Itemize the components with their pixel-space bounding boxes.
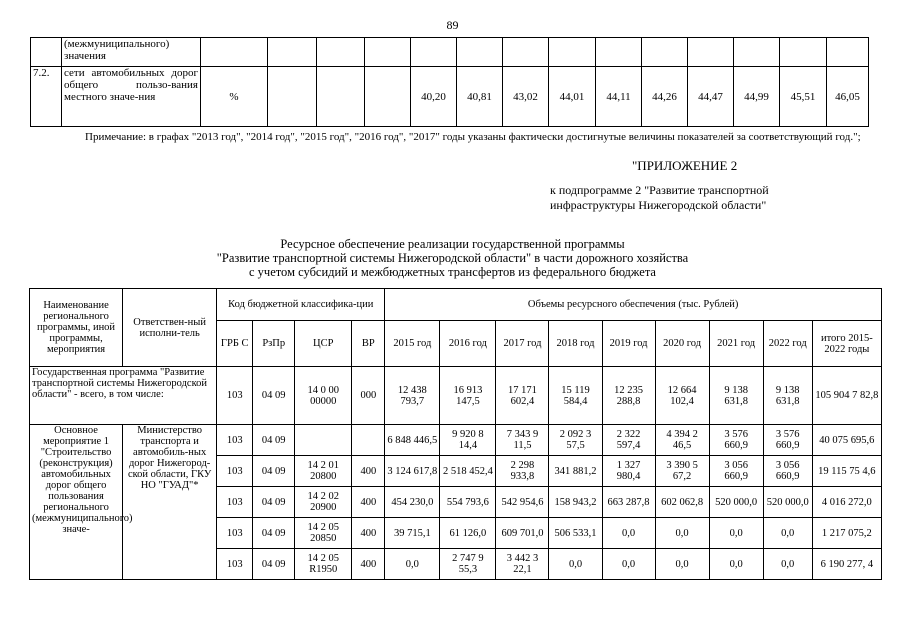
value-cell: 9 138 631,8	[709, 367, 763, 425]
main-event-responsible: Министерство транспорта и автомобиль-ных дорог Нижегород-ской области, ГКУ НО "ГУАД"*	[123, 425, 217, 580]
rzpr-cell: 04 09	[253, 425, 295, 456]
value-cell: 520 000,0	[709, 487, 763, 518]
header-year: 2021 год	[709, 321, 763, 367]
value-cell: 16 913 147,5	[440, 367, 496, 425]
header-year: 2019 год	[602, 321, 655, 367]
value-cell: 0,0	[709, 549, 763, 580]
csr-cell: 14 2 05 20850	[295, 518, 352, 549]
header-year: 2017 год	[496, 321, 549, 367]
value-cell: 0,0	[763, 518, 812, 549]
value-cell: 46,05	[827, 67, 869, 127]
value-cell: 9 920 8 14,4	[440, 425, 496, 456]
value-cell: 454 230,0	[385, 487, 440, 518]
value-cell: 0,0	[655, 518, 709, 549]
csr-cell: 14 2 05 R1950	[295, 549, 352, 580]
header-year: 2016 год	[440, 321, 496, 367]
value-cell: 1 327 980,4	[602, 456, 655, 487]
value-cell: 0,0	[549, 549, 602, 580]
value-cell: 2 747 9 55,3	[440, 549, 496, 580]
value-cell: 3 124 617,8	[385, 456, 440, 487]
grbs-cell: 103	[217, 367, 253, 425]
value-cell: 6 190 277, 4	[812, 549, 881, 580]
value-cell: 520 000,0	[763, 487, 812, 518]
value-cell: 3 056 660,9	[709, 456, 763, 487]
grbs-cell: 103	[217, 487, 253, 518]
heading-line: "Развитие транспортной системы Нижегородской области" в части дорожного хозяйства	[216, 251, 689, 265]
grbs-cell: 103	[217, 549, 253, 580]
vr-cell	[352, 425, 385, 456]
header-year: 2022 год	[763, 321, 812, 367]
page-number: 89	[446, 18, 459, 32]
value-cell: 506 533,1	[549, 518, 602, 549]
value-cell: 9 138 631,8	[763, 367, 812, 425]
value-cell: 158 943,2	[549, 487, 602, 518]
value-cell: 17 171 602,4	[496, 367, 549, 425]
value-cell: 12 235 288,8	[602, 367, 655, 425]
footnote: Примечание: в графах "2013 год", "2014 год", "2015 год", "2016 год", "2017" годы указаны фактически достигнутые величины показателей за соответствующий год.";	[85, 131, 861, 143]
vr-cell: 400	[352, 487, 385, 518]
value-cell: 19 115 75 4,6	[812, 456, 881, 487]
grbs-cell: 103	[217, 518, 253, 549]
grbs-cell: 103	[217, 425, 253, 456]
value-cell: 663 287,8	[602, 487, 655, 518]
header-vr: ВР	[352, 321, 385, 367]
value-cell: 1 217 075,2	[812, 518, 881, 549]
unit: %	[201, 67, 268, 127]
appendix-subtitle	[550, 183, 769, 213]
rzpr-cell: 04 09	[253, 549, 295, 580]
value-cell: 4 394 2 46,5	[655, 425, 709, 456]
value-cell: 3 390 5 67,2	[655, 456, 709, 487]
rzpr-cell: 04 09	[253, 487, 295, 518]
heading-line: Ресурсное обеспечение реализации государственной программы	[280, 237, 625, 251]
value-cell: 2 518 452,4	[440, 456, 496, 487]
value-cell: 0,0	[602, 518, 655, 549]
value-cell: 0,0	[763, 549, 812, 580]
rzpr-cell: 04 09	[253, 518, 295, 549]
appendix-title: "ПРИЛОЖЕНИЕ 2	[632, 158, 738, 173]
value-cell: 341 881,2	[549, 456, 602, 487]
vr-cell: 400	[352, 549, 385, 580]
header-year: 2020 год	[655, 321, 709, 367]
value-cell: 0,0	[709, 518, 763, 549]
header-year: итого 2015-2022 годы	[812, 321, 881, 367]
value-cell: 2 298 933,8	[496, 456, 549, 487]
value-cell: 44,99	[734, 67, 780, 127]
value-cell: 609 701,0	[496, 518, 549, 549]
appendix-subtitle-line: инфраструктуры Нижегородской области"	[550, 198, 767, 212]
value-cell: 2 322 597,4	[602, 425, 655, 456]
header-grbs: ГРБ С	[217, 321, 253, 367]
csr-cell: 14 2 01 20800	[295, 456, 352, 487]
value-cell: 0,0	[602, 549, 655, 580]
row-number: 7.2.	[31, 67, 62, 127]
value-cell: 0,0	[655, 549, 709, 580]
value-cell: 3 056 660,9	[763, 456, 812, 487]
header-code: Код бюджетной классифика-ции	[217, 289, 385, 321]
value-cell: 40 075 695,6	[812, 425, 881, 456]
header-responsible: Ответствен-ный исполни-тель	[123, 289, 217, 367]
header-year: 2015 год	[385, 321, 440, 367]
header-row	[30, 289, 882, 321]
table-row	[30, 425, 882, 456]
value-cell: 105 904 7 82,8	[812, 367, 881, 425]
header-csr: ЦСР	[295, 321, 352, 367]
value-cell: 40,81	[457, 67, 503, 127]
table-row	[31, 38, 869, 67]
header-year: 2018 год	[549, 321, 602, 367]
vr-cell: 000	[352, 367, 385, 425]
value-cell: 44,01	[549, 67, 596, 127]
indicator-name: сети автомобильных дорог общего пользо-вания местного значе-ния	[62, 67, 201, 127]
value-cell: 12 438 793,7	[385, 367, 440, 425]
value-cell: 12 664 102,4	[655, 367, 709, 425]
csr-cell: 14 2 02 20900	[295, 487, 352, 518]
value-cell: 3 442 3 22,1	[496, 549, 549, 580]
main-event-name: Основное мероприятие 1 "Строительство (реконструкция) автомобильных дорог общего пользования регионального (межмуниципального) значе-	[30, 425, 123, 580]
value-cell: 602 062,8	[655, 487, 709, 518]
grbs-cell: 103	[217, 456, 253, 487]
value-cell: 44,26	[642, 67, 688, 127]
value-cell: 61 126,0	[440, 518, 496, 549]
value-cell: 3 576 660,9	[709, 425, 763, 456]
header-rzpr: РзПр	[253, 321, 295, 367]
value-cell: 7 343 9 11,5	[496, 425, 549, 456]
value-cell: 44,47	[688, 67, 734, 127]
value-cell: 4 016 272,0	[812, 487, 881, 518]
vr-cell: 400	[352, 456, 385, 487]
appendix-subtitle-line: к подпрограмме 2 "Развитие транспортной	[550, 183, 769, 197]
value-cell: 43,02	[503, 67, 549, 127]
indicator-name: (межмуниципального) значения	[62, 38, 201, 67]
table-row	[30, 367, 882, 425]
value-cell: 2 092 3 57,5	[549, 425, 602, 456]
rzpr-cell: 04 09	[253, 367, 295, 425]
rzpr-cell: 04 09	[253, 456, 295, 487]
csr-cell: 14 0 00 00000	[295, 367, 352, 425]
csr-cell	[295, 425, 352, 456]
state-program-name: Государственная программа "Развитие транспортной системы Нижегородской области" - всего, в том числе:	[30, 367, 217, 425]
value-cell: 40,20	[411, 67, 457, 127]
indicator-table	[30, 37, 869, 127]
vr-cell: 400	[352, 518, 385, 549]
header-name: Наименование регионального программы, иной программы, мероприятия	[30, 289, 123, 367]
resource-table	[29, 288, 882, 580]
heading-line: с учетом субсидий и межбюджетных трансфертов из федерального бюджета	[249, 265, 656, 279]
value-cell: 39 715,1	[385, 518, 440, 549]
header-volumes: Объемы ресурсного обеспечения (тыс. Рублей)	[385, 289, 882, 321]
table-row	[31, 67, 869, 127]
value-cell: 44,11	[596, 67, 642, 127]
value-cell: 6 848 446,5	[385, 425, 440, 456]
value-cell: 3 576 660,9	[763, 425, 812, 456]
value-cell: 0,0	[385, 549, 440, 580]
value-cell: 45,51	[780, 67, 827, 127]
value-cell: 554 793,6	[440, 487, 496, 518]
value-cell: 15 119 584,4	[549, 367, 602, 425]
value-cell: 542 954,6	[496, 487, 549, 518]
document-heading	[0, 237, 905, 279]
